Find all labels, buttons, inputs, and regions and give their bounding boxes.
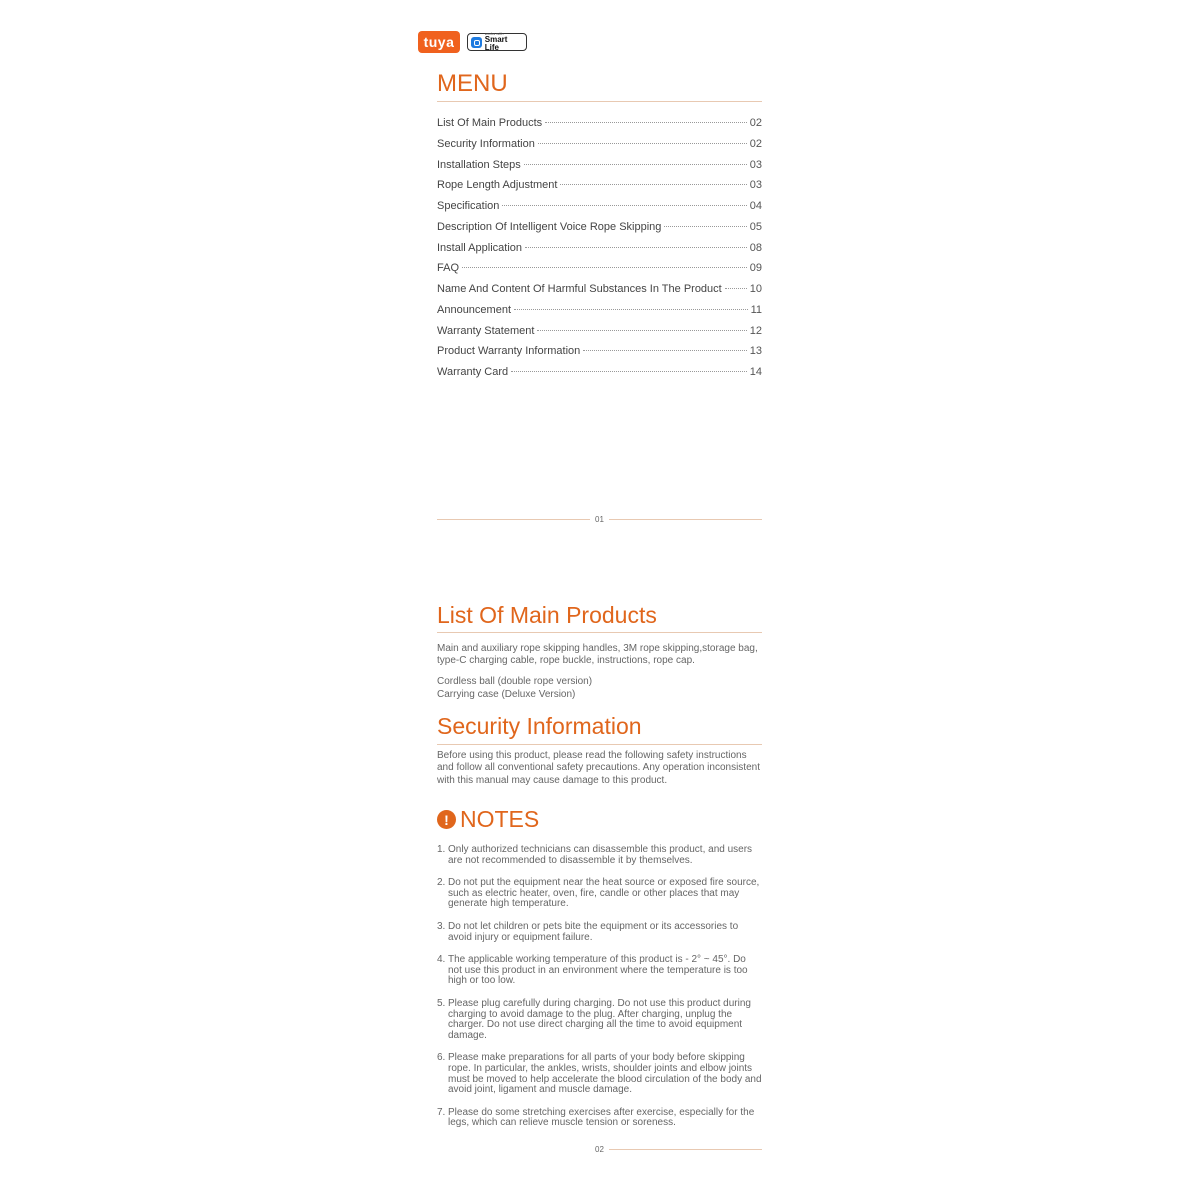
note-text: Please plug carefully during charging. Do not use this product during charging to avoid damage to the plug. After charging, unplug the charger. Do not use direct charging all the time to avoid equipment damage. (448, 997, 751, 1041)
toc-leader-dots (725, 288, 747, 289)
brand-logos (418, 31, 527, 53)
toc-page-number: 03 (749, 158, 762, 171)
products-text-cordless: Cordless ball (double rope version) (437, 676, 593, 687)
toc-leader-dots (545, 122, 747, 123)
note-number: 3. (437, 920, 446, 932)
toc-leader-dots (525, 247, 747, 248)
toc-item[interactable] (437, 325, 762, 346)
toc-leader-dots (511, 371, 747, 372)
smart-life-tagline: works with (484, 31, 504, 36)
toc-item[interactable] (437, 242, 762, 263)
toc-label: Security Information (437, 137, 535, 150)
toc-leader-dots (524, 164, 747, 165)
toc-label: Warranty Statement (437, 324, 535, 337)
toc-label: Rope Length Adjustment (437, 179, 558, 192)
toc-label: Description Of Intelligent Voice Rope Skipping (437, 220, 662, 233)
warning-icon: ! (437, 810, 456, 829)
toc-label: Name And Content Of Harmful Substances In The Product (437, 283, 722, 295)
security-title-rule (437, 744, 762, 745)
smart-life-logo (467, 33, 527, 51)
toc-page-number: 05 (749, 220, 762, 233)
footer-line-right (609, 519, 762, 520)
note-item (437, 955, 762, 987)
toc-item[interactable] (437, 262, 762, 283)
page-number: 02 (595, 1145, 604, 1154)
toc-leader-dots (560, 184, 746, 185)
notes-title: NOTES (460, 806, 540, 832)
toc-item[interactable] (437, 117, 762, 138)
toc-page-number: 10 (749, 283, 762, 295)
security-text: Before using this product, please read the following safety instructions and follow all conventional safety precautions. Any operation inconsistent with this manual may cause damage to this product. (437, 750, 760, 786)
note-number: 4. (437, 954, 446, 966)
note-item (437, 845, 762, 866)
note-text: The applicable working temperature of this product is - 2° ~ 45°. Do not use this product in an environment where the temperature is too high or too low. (448, 954, 748, 987)
smart-life-icon (471, 37, 482, 48)
toc-leader-dots (462, 267, 747, 268)
toc-leader-dots (502, 205, 746, 206)
toc-label: Specification (437, 200, 500, 212)
toc-item[interactable] (437, 221, 762, 242)
toc-page-number: 11 (750, 303, 762, 316)
toc-label: Install Application (437, 241, 522, 254)
toc-item[interactable] (437, 366, 762, 387)
footer-line-right (609, 1149, 762, 1150)
toc-label: Installation Steps (437, 158, 521, 171)
page-footer-2 (437, 1145, 762, 1154)
toc-label: List Of Main Products (437, 117, 543, 129)
toc-label: FAQ (437, 262, 460, 275)
note-item (437, 922, 762, 943)
security-title: Security Information (437, 713, 642, 739)
note-number: 6. (437, 1052, 446, 1064)
toc-label: Announcement (437, 303, 511, 316)
note-number: 1. (437, 844, 446, 855)
menu-title-rule (437, 101, 762, 102)
toc-page-number: 03 (749, 179, 762, 192)
toc-page-number: 04 (749, 200, 762, 212)
note-text: Please make preparations for all parts of your body before skipping rope. In particular, the ankles, wrists, shoulder joints and elbow joints must be moved to help accelerate the blood circulation of the body and avoid joint, ligament and muscle damage. (448, 1052, 762, 1096)
note-item (437, 1108, 762, 1129)
products-title-rule (437, 632, 762, 633)
toc-item[interactable] (437, 345, 762, 366)
note-number: 5. (437, 997, 446, 1009)
toc-leader-dots (664, 226, 746, 227)
toc-item[interactable] (437, 304, 762, 325)
note-text: Please do some stretching exercises after exercise, especially for the legs, which can relieve muscle tension or soreness. (448, 1106, 755, 1129)
tuya-logo: tuya (418, 31, 460, 53)
note-text: Do not put the equipment near the heat source or exposed fire source, such as electric heater, oven, fire, candle or other places that may generate high temperature. (448, 877, 760, 910)
menu-title: MENU (437, 70, 508, 97)
toc-page-number: 13 (749, 345, 762, 358)
products-text-case: Carrying case (Deluxe Version) (437, 689, 576, 700)
toc-page-number: 02 (749, 137, 762, 150)
footer-spacer (437, 1149, 590, 1150)
toc-item[interactable] (437, 283, 762, 304)
toc-leader-dots (537, 330, 746, 331)
note-text: Do not let children or pets bite the equipment or its accessories to avoid injury or equipment failure. (448, 920, 739, 943)
smart-life-name: Smart Life (484, 35, 508, 52)
toc-page-number: 09 (749, 262, 762, 275)
toc-item[interactable] (437, 159, 762, 180)
note-item (437, 1053, 762, 1095)
note-item (437, 878, 762, 910)
footer-line-left (437, 519, 590, 520)
toc-page-number: 12 (749, 324, 762, 337)
page-footer-1 (437, 515, 762, 524)
toc-label: Warranty Card (437, 366, 509, 378)
note-number: 7. (437, 1106, 446, 1118)
note-number: 2. (437, 877, 446, 889)
toc-page-number: 14 (749, 366, 762, 378)
toc-label: Product Warranty Information (437, 345, 581, 358)
products-text: Main and auxiliary rope skipping handles, 3M rope skipping,storage bag, type-C charging cable, rope buckle, instructions, rope cap. (437, 643, 758, 667)
toc-item[interactable] (437, 200, 762, 221)
toc-item[interactable] (437, 138, 762, 159)
note-text: Only authorized technicians can disassemble this product, and users are not recommended to disassemble it by themselves. (448, 844, 753, 866)
notes-list (437, 845, 762, 1129)
notes-heading (437, 806, 539, 833)
page-number: 01 (595, 515, 604, 524)
products-title: List Of Main Products (437, 602, 657, 628)
toc-page-number: 08 (749, 241, 762, 254)
toc-leader-dots (514, 309, 748, 310)
note-item (437, 999, 762, 1041)
toc-leader-dots (583, 350, 746, 351)
toc-item[interactable] (437, 179, 762, 200)
table-of-contents (437, 117, 762, 387)
toc-leader-dots (538, 143, 747, 144)
toc-page-number: 02 (749, 117, 762, 129)
